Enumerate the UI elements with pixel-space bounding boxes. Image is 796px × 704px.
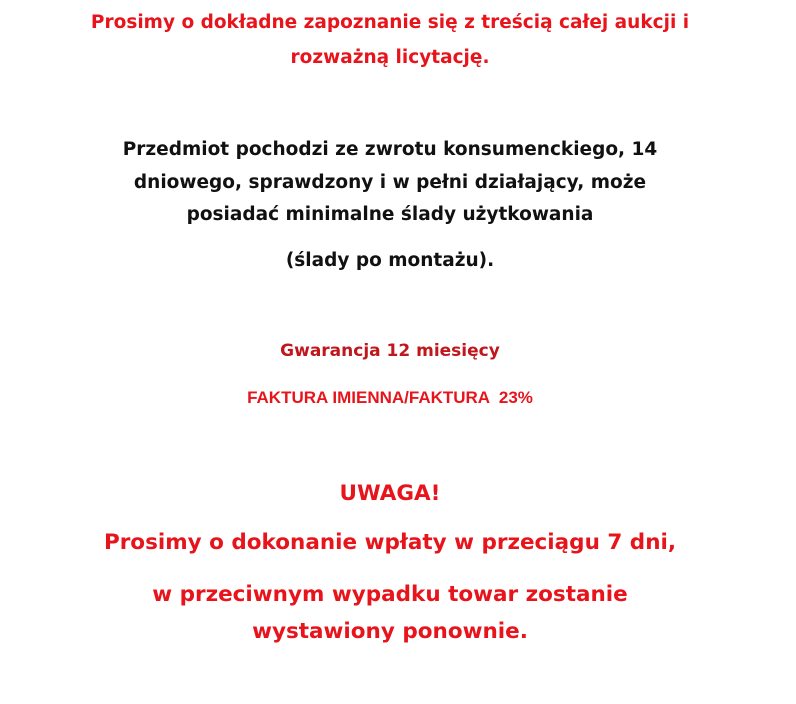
description-line-2: dniowego, sprawdzony i w pełni działający, może (133, 172, 647, 193)
description-line-1: Przedmiot pochodzi ze zwrotu konsumenckiego, 14 (122, 139, 658, 160)
intro-line-2: rozważną licytację. (290, 47, 490, 68)
notice-line-2: w przeciwnym wypadku towar zostanie (152, 582, 628, 607)
description-line-3: posiadać minimalne ślady użytkowania (186, 204, 594, 225)
notice-line-3: wystawiony ponownie. (252, 619, 528, 644)
description-line-4: (ślady po montażu). (285, 250, 495, 271)
notice-line-1: Prosimy o dokonanie wpłaty w przeciągu 7 dni, (103, 530, 677, 555)
intro-line-1: Prosimy o dokładne zapoznanie się z treścią całej aukcji i (90, 12, 690, 33)
notice-heading: UWAGA! (339, 481, 441, 506)
invoice-text: FAKTURA IMIENNA/FAKTURA 23% (247, 388, 533, 407)
warranty-text: Gwarancja 12 miesięcy (280, 341, 500, 361)
